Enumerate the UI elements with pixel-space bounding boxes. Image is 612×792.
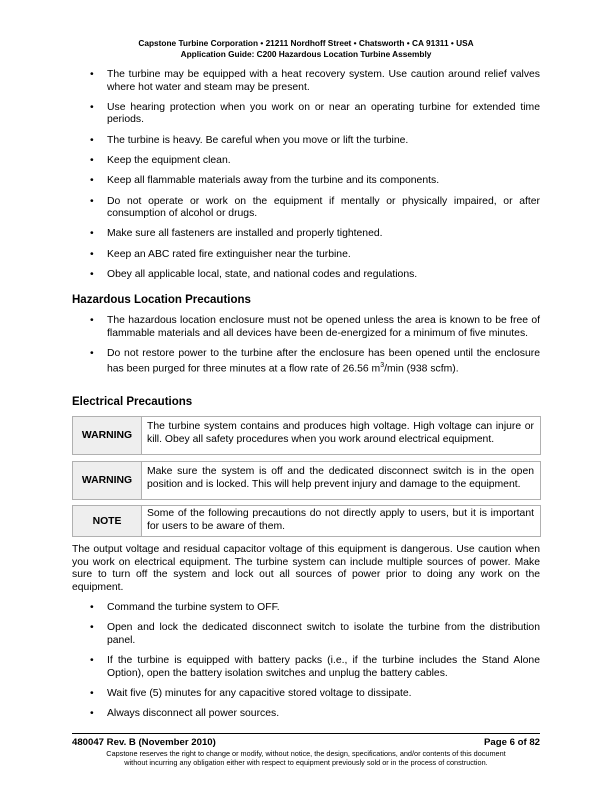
footer-divider — [72, 733, 540, 734]
list-item: • The hazardous location enclosure must not be opened unless the area is known to be free of flammable materials and all devices have been de-energized for a minimum of five minutes. — [72, 315, 540, 340]
list-item: • Keep an ABC rated fire extinguisher near the turbine. — [72, 249, 540, 262]
cubic-superscript: 3 — [380, 362, 385, 370]
list-item: • The turbine may be equipped with a heat recovery system. Use caution around relief valves where hot water and steam may be present. — [72, 69, 540, 94]
general-precautions-list — [72, 69, 540, 282]
electrical-paragraph: The output voltage and residual capacitor voltage of this equipment is dangerous. Use caution when you work on electrical equipment. The turbine system can include multiple sources of power. Make sure to turn off the system and lock out all sources of power prior to doing any work on the equipment. — [72, 544, 540, 593]
list-item: • If the turbine is equipped with battery packs (i.e., if the turbine includes the Stand Alone Option), open the battery isolation switches and unplug the battery cables. — [72, 655, 540, 680]
list-item: • Keep all flammable materials away from the turbine and its components. — [72, 175, 540, 188]
electrical-steps-list — [72, 602, 540, 721]
note-text: Some of the following precautions do not directly apply to users, but it is important for users to be aware of them. — [147, 508, 534, 532]
list-item: • Make sure all fasteners are installed and properly tightened. — [72, 228, 540, 241]
list-item — [72, 348, 540, 377]
hazard-purge-text-a: Do not restore power to the turbine after the enclosure has been opened until the enclosure has been purged for three minutes at a flow rate of 26.56 m — [107, 347, 540, 375]
page-header — [0, 38, 612, 59]
list-item: • The turbine is heavy. Be careful when you move or lift the turbine. — [72, 135, 540, 148]
warning-label: WARNING — [73, 417, 142, 454]
list-item: • Command the turbine system to OFF. — [72, 602, 540, 615]
footer-disclaimer-line: without incurring any obligation either with respect to equipment previously sold or in the process of construction. — [124, 758, 488, 767]
list-item: • Wait five (5) minutes for any capacitive stored voltage to dissipate. — [72, 688, 540, 701]
warning-label: WARNING — [73, 462, 142, 499]
list-item: • Keep the equipment clean. — [72, 155, 540, 168]
warning-box — [72, 461, 541, 500]
list-item: • Always disconnect all power sources. — [72, 708, 540, 721]
warning-text: Make sure the system is off and the dedicated disconnect switch is in the open position and is locked. This will help prevent injury and damage to the equipment. — [147, 466, 534, 490]
section-heading-hazardous: Hazardous Location Precautions — [72, 294, 251, 306]
footer-doc-id: 480047 Rev. B (November 2010) — [72, 737, 216, 748]
list-item: • Do not operate or work on the equipment if mentally or physically impaired, or after consumption of alcohol or drugs. — [72, 196, 540, 221]
header-guide-title: Application Guide: C200 Hazardous Location Turbine Assembly — [180, 48, 432, 59]
section-heading-electrical: Electrical Precautions — [72, 396, 193, 408]
list-item: • Obey all applicable local, state, and national codes and regulations. — [72, 269, 540, 282]
note-box — [72, 505, 541, 537]
warning-text: The turbine system contains and produces high voltage. High voltage can injure or kill. Obey all safety procedures when you work around electrical equipment. — [147, 421, 534, 445]
footer-page-number: Page 6 of 82 — [484, 737, 540, 748]
hazardous-precautions-list — [72, 315, 540, 377]
list-item: • Use hearing protection when you work on or near an operating turbine for extended time periods. — [72, 102, 540, 127]
hazard-purge-text-b: /min (938 scfm). — [384, 363, 459, 375]
note-label: NOTE — [73, 506, 142, 536]
warning-box — [72, 416, 541, 455]
footer-disclaimer — [60, 749, 552, 767]
footer-disclaimer-line: Capstone reserves the right to change or modify, without notice, the design, specifications, and/or contents of this document — [106, 749, 506, 758]
header-company-line: Capstone Turbine Corporation • 21211 Nordhoff Street • Chatsworth • CA 91311 • USA — [138, 38, 474, 48]
list-item: • Open and lock the dedicated disconnect switch to isolate the turbine from the distribution panel. — [72, 622, 540, 647]
